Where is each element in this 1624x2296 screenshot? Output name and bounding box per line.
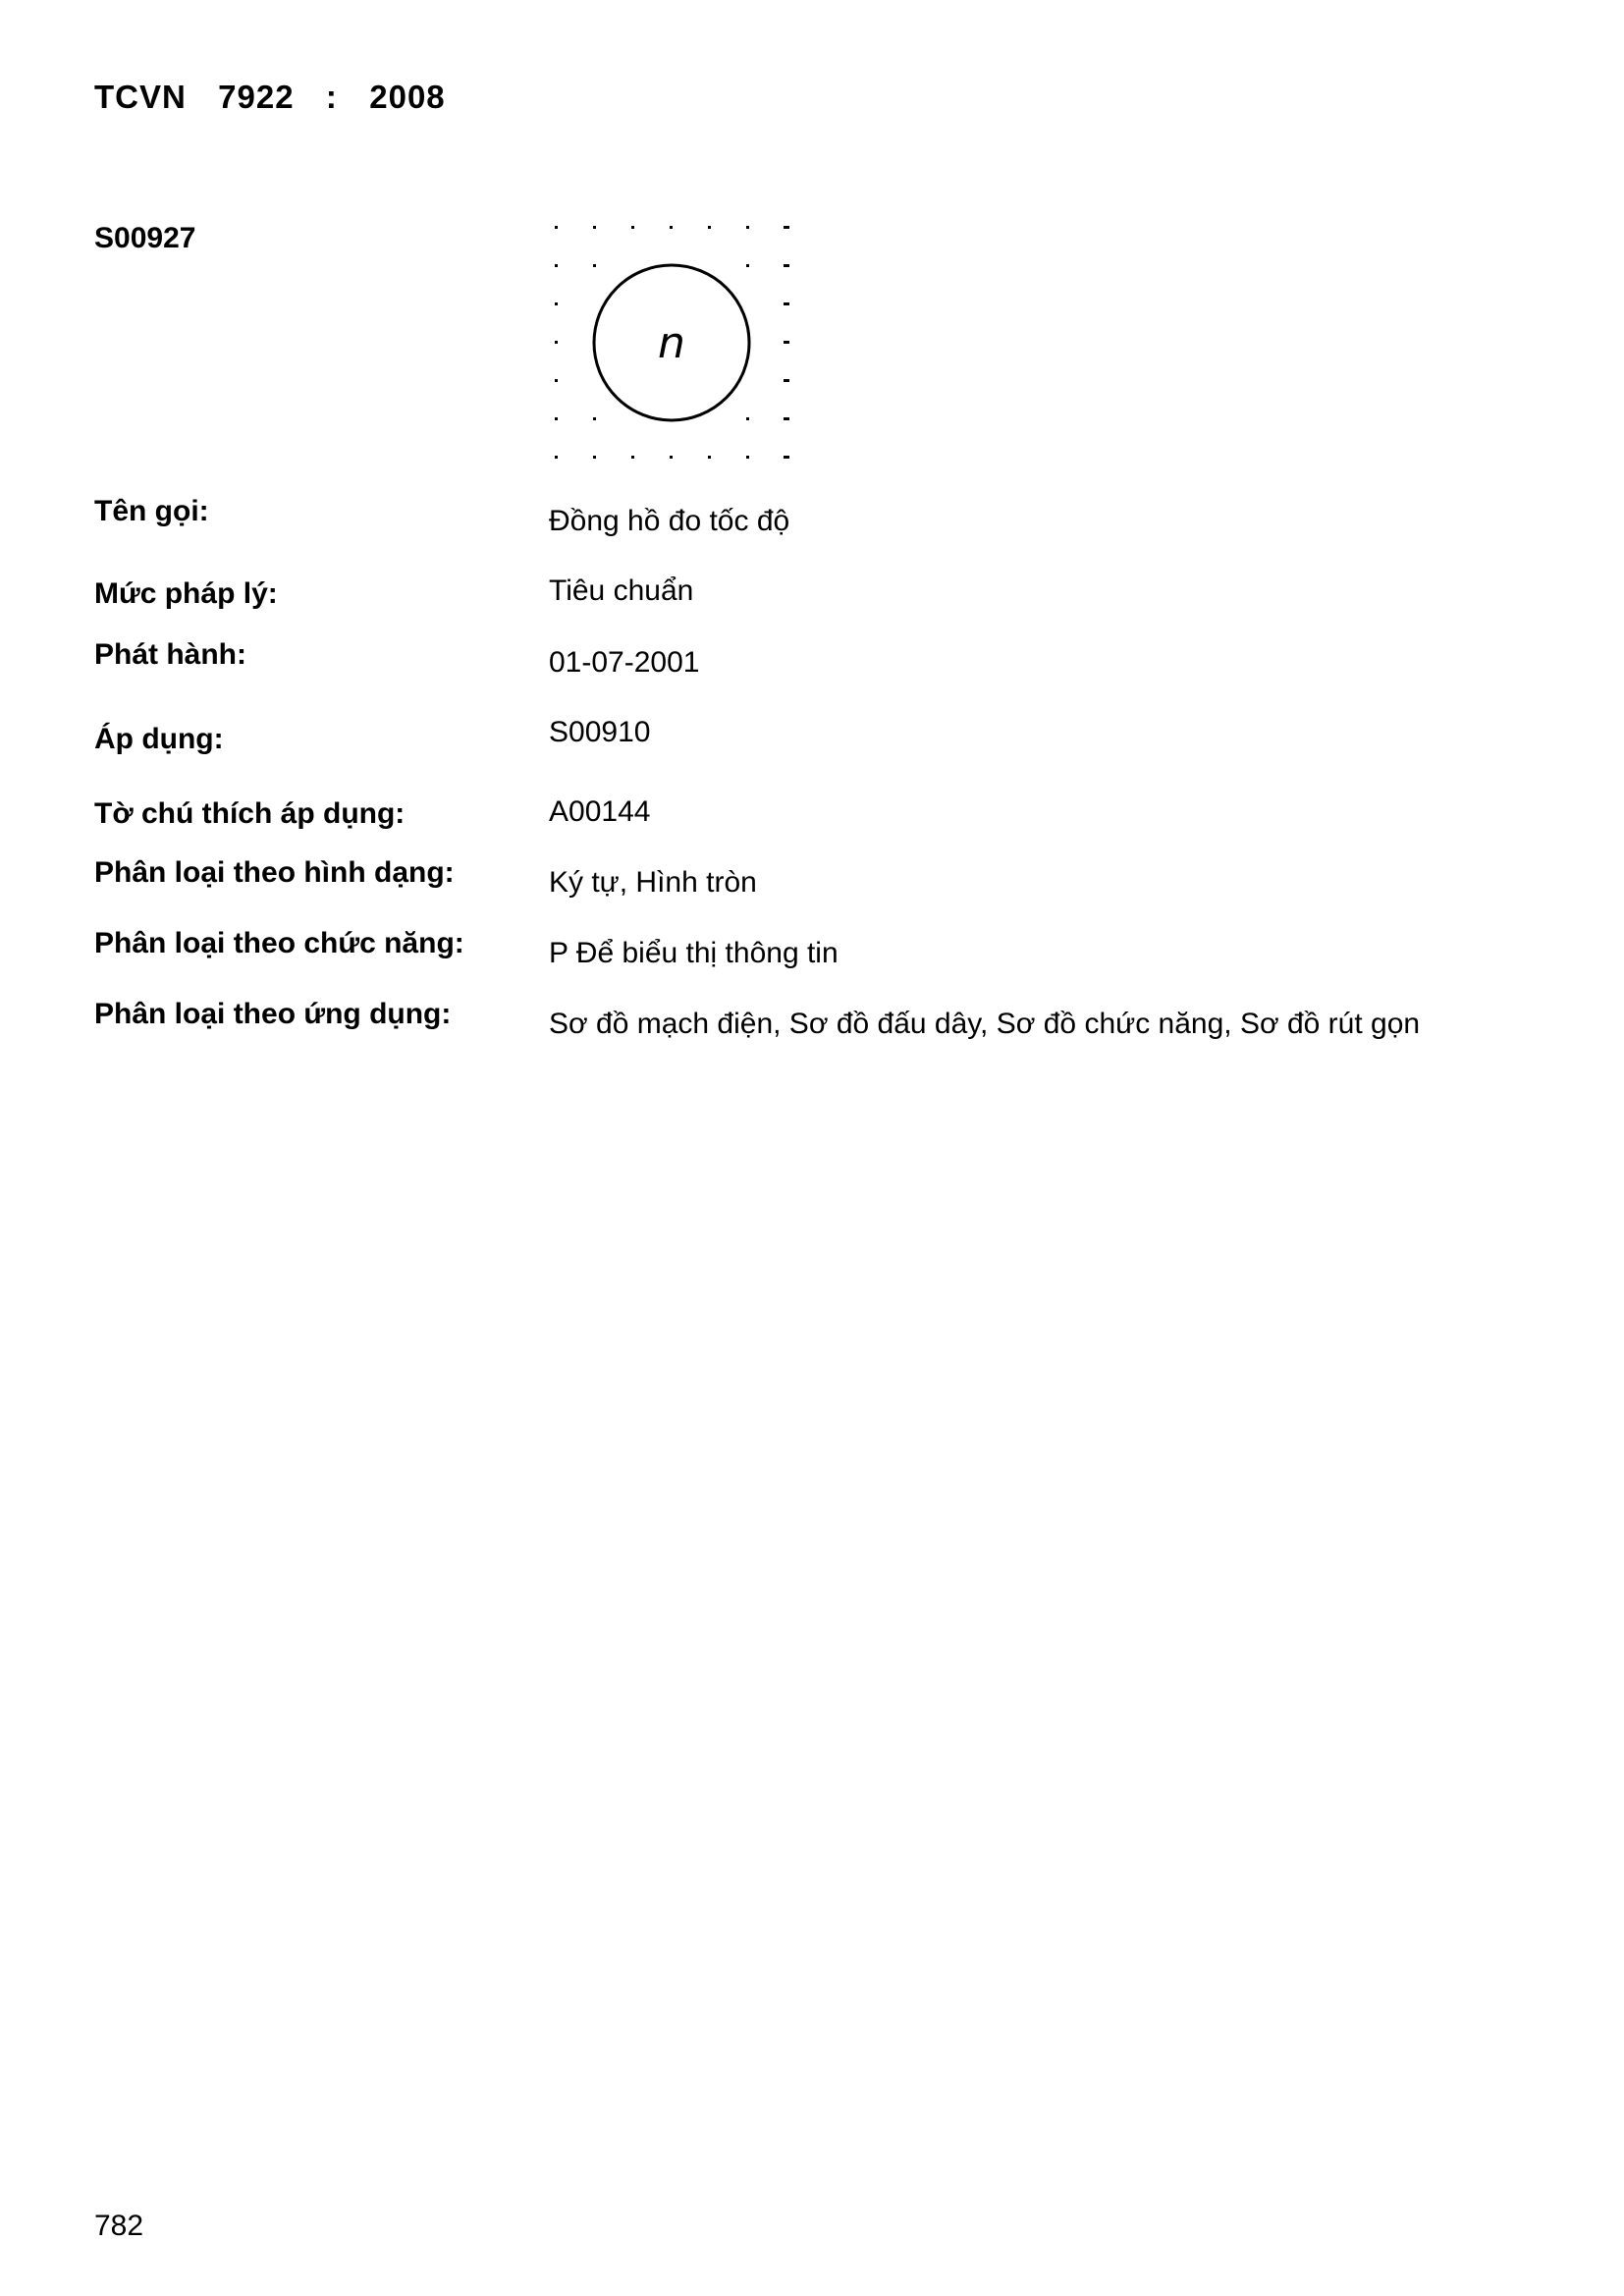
- tachometer-symbol-icon: [545, 218, 800, 471]
- field-value-application-class: Sơ đồ mạch điện, Sơ đồ đấu dây, Sơ đồ chức năng, Sơ đồ rút gọn: [549, 1008, 1421, 1040]
- symbol-letter: n: [658, 318, 685, 368]
- field-label-application-class: Phân loại theo ứng dụng:: [94, 998, 452, 1030]
- field-value-annotation-sheet: A00144: [549, 795, 651, 828]
- standard-header: TCVN 7922 : 2008: [94, 79, 446, 115]
- field-label-annotation-sheet: Tờ chú thích áp dụng:: [94, 797, 406, 830]
- field-label-issued: Phát hành:: [94, 638, 246, 671]
- field-value-applies: S00910: [549, 716, 651, 748]
- field-label-function-class: Phân loại theo chức năng:: [94, 927, 464, 959]
- field-label-name: Tên gọi:: [94, 495, 209, 527]
- symbol-code: S00927: [94, 222, 196, 254]
- field-value-name: Đồng hồ đo tốc độ: [549, 505, 790, 537]
- field-label-legal-level: Mức pháp lý:: [94, 577, 278, 610]
- field-label-applies: Áp dụng:: [94, 723, 224, 755]
- field-value-shape-class: Ký tự, Hình tròn: [549, 866, 757, 899]
- field-value-legal-level: Tiêu chuẩn: [549, 574, 694, 607]
- page-number: 782: [94, 2210, 144, 2242]
- field-label-shape-class: Phân loại theo hình dạng:: [94, 856, 455, 889]
- field-value-function-class: P Để biểu thị thông tin: [549, 937, 839, 969]
- field-value-issued: 01-07-2001: [549, 646, 700, 679]
